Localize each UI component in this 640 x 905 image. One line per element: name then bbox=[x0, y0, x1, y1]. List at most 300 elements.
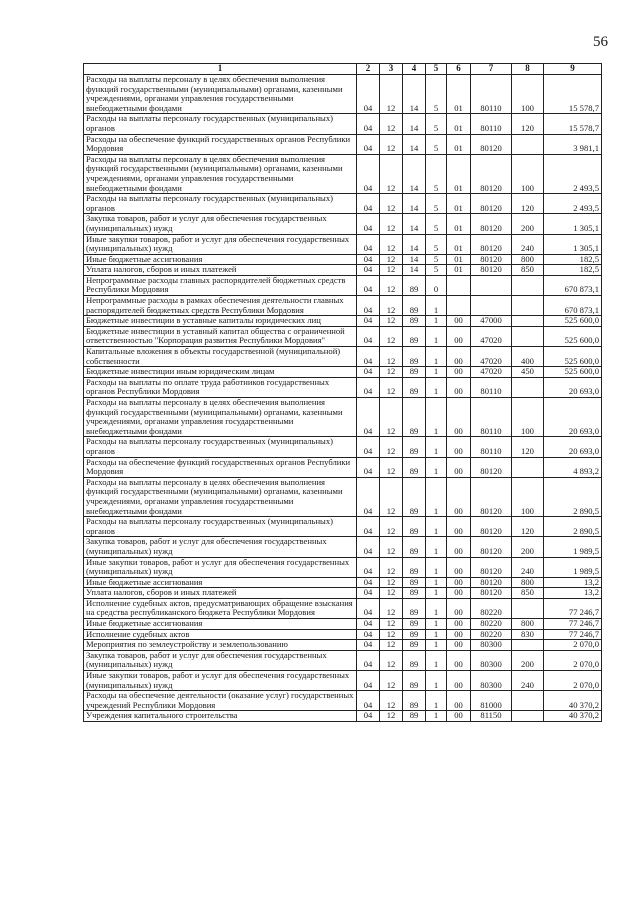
code-expense-type: 240 bbox=[512, 557, 544, 577]
table-row bbox=[84, 598, 602, 618]
column-header: 9 bbox=[544, 64, 602, 75]
column-header: 4 bbox=[403, 64, 426, 75]
code-subprogram: 1 bbox=[426, 296, 447, 316]
code-event: 00 bbox=[447, 671, 471, 691]
code-expense-type: 200 bbox=[512, 537, 544, 557]
code-program: 14 bbox=[403, 194, 426, 214]
code-subprogram: 1 bbox=[426, 477, 447, 516]
code-direction: 80110 bbox=[471, 377, 512, 397]
code-direction: 80110 bbox=[471, 75, 512, 114]
code-program: 89 bbox=[403, 377, 426, 397]
code-subsection: 12 bbox=[380, 194, 403, 214]
table-row bbox=[84, 114, 602, 134]
code-direction: 80220 bbox=[471, 598, 512, 618]
code-subprogram: 5 bbox=[426, 114, 447, 134]
code-subprogram: 1 bbox=[426, 629, 447, 640]
code-program: 14 bbox=[403, 154, 426, 193]
code-direction: 80120 bbox=[471, 457, 512, 477]
code-section: 04 bbox=[357, 347, 380, 367]
code-expense-type: 200 bbox=[512, 214, 544, 234]
code-program: 89 bbox=[403, 577, 426, 588]
code-program: 14 bbox=[403, 254, 426, 265]
table-row bbox=[84, 711, 602, 722]
table-row bbox=[84, 477, 602, 516]
row-name: Учреждения капитального строительства bbox=[84, 711, 357, 722]
column-header: 3 bbox=[380, 64, 403, 75]
row-name: Расходы на выплаты персоналу в целях обеспечения выполнения функций государственными (муниципальными) органами, казенными учреждениями, органами управления государственными внебюджетными фондами bbox=[84, 154, 357, 193]
table-row bbox=[84, 557, 602, 577]
row-name: Иные закупки товаров, работ и услуг для обеспечения государственных (муниципальных) нужд bbox=[84, 234, 357, 254]
table-row bbox=[84, 194, 602, 214]
code-section: 04 bbox=[357, 588, 380, 599]
code-subprogram: 1 bbox=[426, 377, 447, 397]
code-expense-type bbox=[512, 275, 544, 295]
code-event: 00 bbox=[447, 316, 471, 327]
table-row bbox=[84, 588, 602, 599]
code-subsection: 12 bbox=[380, 671, 403, 691]
code-event: 01 bbox=[447, 265, 471, 276]
code-direction: 80120 bbox=[471, 537, 512, 557]
row-name: Бюджетные инвестиции в уставные капиталы юридических лиц bbox=[84, 316, 357, 327]
row-name: Капитальные вложения в объекты государственной (муниципальной) собственности bbox=[84, 347, 357, 367]
code-section: 04 bbox=[357, 367, 380, 378]
code-subprogram: 5 bbox=[426, 254, 447, 265]
code-direction: 80120 bbox=[471, 577, 512, 588]
code-subprogram: 1 bbox=[426, 347, 447, 367]
code-expense-type: 100 bbox=[512, 75, 544, 114]
table-row bbox=[84, 377, 602, 397]
row-name: Закупка товаров, работ и услуг для обеспечения государственных (муниципальных) нужд bbox=[84, 650, 357, 670]
code-program: 89 bbox=[403, 326, 426, 346]
code-expense-type bbox=[512, 326, 544, 346]
amount: 15 578,7 bbox=[544, 114, 602, 134]
amount: 3 981,1 bbox=[544, 134, 602, 154]
code-direction: 80220 bbox=[471, 619, 512, 630]
code-expense-type bbox=[512, 377, 544, 397]
code-direction: 80220 bbox=[471, 629, 512, 640]
row-name: Закупка товаров, работ и услуг для обеспечения государственных (муниципальных) нужд bbox=[84, 537, 357, 557]
code-program: 89 bbox=[403, 691, 426, 711]
amount: 1 989,5 bbox=[544, 537, 602, 557]
code-program: 89 bbox=[403, 275, 426, 295]
code-section: 04 bbox=[357, 537, 380, 557]
code-event: 00 bbox=[447, 557, 471, 577]
code-program: 89 bbox=[403, 296, 426, 316]
code-direction: 47020 bbox=[471, 347, 512, 367]
code-subprogram: 5 bbox=[426, 154, 447, 193]
budget-table bbox=[83, 63, 602, 722]
code-expense-type bbox=[512, 598, 544, 618]
code-program: 89 bbox=[403, 640, 426, 651]
code-program: 89 bbox=[403, 398, 426, 437]
row-name: Уплата налогов, сборов и иных платежей bbox=[84, 265, 357, 276]
code-event: 00 bbox=[447, 598, 471, 618]
code-program: 89 bbox=[403, 437, 426, 457]
code-expense-type: 100 bbox=[512, 154, 544, 193]
code-direction: 80120 bbox=[471, 234, 512, 254]
code-section: 04 bbox=[357, 557, 380, 577]
code-subprogram: 1 bbox=[426, 577, 447, 588]
table-row bbox=[84, 517, 602, 537]
code-subprogram: 1 bbox=[426, 316, 447, 327]
code-subsection: 12 bbox=[380, 650, 403, 670]
code-section: 04 bbox=[357, 457, 380, 477]
table-row bbox=[84, 650, 602, 670]
row-name: Непрограммные расходы главных распорядителей бюджетных средств Республики Мордовия bbox=[84, 275, 357, 295]
code-event: 00 bbox=[447, 588, 471, 599]
table-row bbox=[84, 437, 602, 457]
amount: 77 246,7 bbox=[544, 629, 602, 640]
code-expense-type bbox=[512, 640, 544, 651]
table-row bbox=[84, 640, 602, 651]
row-name: Иные бюджетные ассигнования bbox=[84, 577, 357, 588]
code-direction: 80120 bbox=[471, 134, 512, 154]
code-event: 01 bbox=[447, 114, 471, 134]
amount: 525 600,0 bbox=[544, 316, 602, 327]
code-event: 00 bbox=[447, 619, 471, 630]
amount: 2 493,5 bbox=[544, 154, 602, 193]
code-subsection: 12 bbox=[380, 347, 403, 367]
amount: 13,2 bbox=[544, 588, 602, 599]
row-name: Расходы на выплаты персоналу в целях обеспечения выполнения функций государственными (муниципальными) органами, казенными учреждениями, органами управления государственными внебюджетными фондами bbox=[84, 398, 357, 437]
amount: 1 305,1 bbox=[544, 214, 602, 234]
table-row bbox=[84, 234, 602, 254]
code-event bbox=[447, 296, 471, 316]
row-name: Иные закупки товаров, работ и услуг для обеспечения государственных (муниципальных) нужд bbox=[84, 671, 357, 691]
amount: 2 070,0 bbox=[544, 640, 602, 651]
table-row bbox=[84, 619, 602, 630]
amount: 77 246,7 bbox=[544, 619, 602, 630]
code-event: 01 bbox=[447, 154, 471, 193]
column-header: 2 bbox=[357, 64, 380, 75]
code-section: 04 bbox=[357, 598, 380, 618]
amount: 20 693,0 bbox=[544, 398, 602, 437]
amount: 20 693,0 bbox=[544, 437, 602, 457]
code-event: 00 bbox=[447, 477, 471, 516]
code-expense-type: 100 bbox=[512, 398, 544, 437]
code-section: 04 bbox=[357, 254, 380, 265]
code-event: 01 bbox=[447, 214, 471, 234]
code-direction: 80120 bbox=[471, 477, 512, 516]
code-expense-type bbox=[512, 457, 544, 477]
code-expense-type: 100 bbox=[512, 477, 544, 516]
column-header: 6 bbox=[447, 64, 471, 75]
code-section: 04 bbox=[357, 671, 380, 691]
amount: 20 693,0 bbox=[544, 377, 602, 397]
code-subsection: 12 bbox=[380, 598, 403, 618]
table-row bbox=[84, 214, 602, 234]
table-row bbox=[84, 275, 602, 295]
table-row bbox=[84, 671, 602, 691]
code-subsection: 12 bbox=[380, 114, 403, 134]
code-program: 89 bbox=[403, 477, 426, 516]
row-name: Расходы на обеспечение функций государственных органов Республики Мордовия bbox=[84, 134, 357, 154]
code-expense-type bbox=[512, 134, 544, 154]
code-event: 00 bbox=[447, 577, 471, 588]
code-section: 04 bbox=[357, 316, 380, 327]
code-section: 04 bbox=[357, 265, 380, 276]
code-expense-type: 800 bbox=[512, 577, 544, 588]
budget-sheet bbox=[83, 63, 601, 722]
amount: 2 890,5 bbox=[544, 477, 602, 516]
code-subprogram: 1 bbox=[426, 650, 447, 670]
code-section: 04 bbox=[357, 75, 380, 114]
amount: 670 873,1 bbox=[544, 296, 602, 316]
code-direction: 80120 bbox=[471, 154, 512, 193]
code-event: 01 bbox=[447, 75, 471, 114]
code-event: 00 bbox=[447, 326, 471, 346]
code-subprogram: 1 bbox=[426, 537, 447, 557]
code-subsection: 12 bbox=[380, 326, 403, 346]
code-subsection: 12 bbox=[380, 265, 403, 276]
row-name: Расходы на выплаты персоналу государственных (муниципальных) органов bbox=[84, 194, 357, 214]
row-name: Закупка товаров, работ и услуг для обеспечения государственных (муниципальных) нужд bbox=[84, 214, 357, 234]
code-section: 04 bbox=[357, 134, 380, 154]
table-row bbox=[84, 367, 602, 378]
code-subsection: 12 bbox=[380, 537, 403, 557]
code-subprogram: 1 bbox=[426, 691, 447, 711]
code-direction: 80120 bbox=[471, 557, 512, 577]
amount: 2 890,5 bbox=[544, 517, 602, 537]
code-direction: 80110 bbox=[471, 114, 512, 134]
code-subprogram: 1 bbox=[426, 557, 447, 577]
code-direction bbox=[471, 275, 512, 295]
code-event: 01 bbox=[447, 194, 471, 214]
code-section: 04 bbox=[357, 640, 380, 651]
code-subsection: 12 bbox=[380, 214, 403, 234]
code-expense-type: 120 bbox=[512, 194, 544, 214]
code-expense-type: 120 bbox=[512, 517, 544, 537]
column-header: 7 bbox=[471, 64, 512, 75]
code-event: 00 bbox=[447, 711, 471, 722]
code-program: 89 bbox=[403, 619, 426, 630]
row-name: Расходы на выплаты персоналу в целях обеспечения выполнения функций государственными (муниципальными) органами, казенными учреждениями, органами управления государственными внебюджетными фондами bbox=[84, 477, 357, 516]
table-row bbox=[84, 316, 602, 327]
code-direction: 80120 bbox=[471, 214, 512, 234]
row-name: Непрограммные расходы в рамках обеспечения деятельности главных распорядителей бюджетных средств Республики Мордовия bbox=[84, 296, 357, 316]
code-expense-type bbox=[512, 711, 544, 722]
code-subprogram: 0 bbox=[426, 275, 447, 295]
table-row bbox=[84, 577, 602, 588]
row-name: Расходы на выплаты персоналу государственных (муниципальных) органов bbox=[84, 437, 357, 457]
code-program: 14 bbox=[403, 75, 426, 114]
code-section: 04 bbox=[357, 650, 380, 670]
code-program: 89 bbox=[403, 650, 426, 670]
code-program: 89 bbox=[403, 557, 426, 577]
code-event: 01 bbox=[447, 134, 471, 154]
code-event: 00 bbox=[447, 457, 471, 477]
code-subprogram: 1 bbox=[426, 517, 447, 537]
code-subprogram: 1 bbox=[426, 588, 447, 599]
code-event: 00 bbox=[447, 437, 471, 457]
code-expense-type: 400 bbox=[512, 347, 544, 367]
code-expense-type: 240 bbox=[512, 671, 544, 691]
code-section: 04 bbox=[357, 154, 380, 193]
code-expense-type bbox=[512, 296, 544, 316]
table-row bbox=[84, 691, 602, 711]
code-expense-type: 450 bbox=[512, 367, 544, 378]
code-section: 04 bbox=[357, 577, 380, 588]
amount: 2 070,0 bbox=[544, 671, 602, 691]
row-name: Расходы на обеспечение функций государственных органов Республики Мордовия bbox=[84, 457, 357, 477]
code-section: 04 bbox=[357, 114, 380, 134]
code-event: 00 bbox=[447, 377, 471, 397]
code-subsection: 12 bbox=[380, 398, 403, 437]
code-direction: 47000 bbox=[471, 316, 512, 327]
column-header: 1 bbox=[84, 64, 357, 75]
table-header-row bbox=[84, 64, 602, 75]
code-subsection: 12 bbox=[380, 477, 403, 516]
code-program: 89 bbox=[403, 347, 426, 367]
page-number: 56 bbox=[593, 34, 608, 50]
code-expense-type bbox=[512, 691, 544, 711]
code-section: 04 bbox=[357, 619, 380, 630]
code-subsection: 12 bbox=[380, 275, 403, 295]
code-program: 14 bbox=[403, 114, 426, 134]
code-direction: 47020 bbox=[471, 367, 512, 378]
code-subsection: 12 bbox=[380, 588, 403, 599]
row-name: Бюджетные инвестиции в уставный капитал общества с ограниченной ответственностью "Корпорация развития Республики Мордовия" bbox=[84, 326, 357, 346]
amount: 182,5 bbox=[544, 254, 602, 265]
code-subprogram: 1 bbox=[426, 398, 447, 437]
code-section: 04 bbox=[357, 477, 380, 516]
code-section: 04 bbox=[357, 326, 380, 346]
code-program: 89 bbox=[403, 598, 426, 618]
table-row bbox=[84, 75, 602, 114]
code-direction: 80120 bbox=[471, 254, 512, 265]
code-subprogram: 1 bbox=[426, 367, 447, 378]
amount: 40 370,2 bbox=[544, 691, 602, 711]
code-expense-type: 200 bbox=[512, 650, 544, 670]
code-subsection: 12 bbox=[380, 296, 403, 316]
code-subsection: 12 bbox=[380, 367, 403, 378]
code-subsection: 12 bbox=[380, 154, 403, 193]
code-program: 14 bbox=[403, 234, 426, 254]
code-subsection: 12 bbox=[380, 711, 403, 722]
code-expense-type: 800 bbox=[512, 254, 544, 265]
table-row bbox=[84, 154, 602, 193]
code-direction: 47020 bbox=[471, 326, 512, 346]
code-section: 04 bbox=[357, 711, 380, 722]
code-event: 00 bbox=[447, 650, 471, 670]
row-name: Расходы на выплаты персоналу государственных (муниципальных) органов bbox=[84, 114, 357, 134]
code-subsection: 12 bbox=[380, 629, 403, 640]
amount: 525 600,0 bbox=[544, 326, 602, 346]
code-subprogram: 1 bbox=[426, 711, 447, 722]
code-subprogram: 1 bbox=[426, 326, 447, 346]
row-name: Иные бюджетные ассигнования bbox=[84, 254, 357, 265]
row-name: Уплата налогов, сборов и иных платежей bbox=[84, 588, 357, 599]
code-direction: 81000 bbox=[471, 691, 512, 711]
code-subsection: 12 bbox=[380, 316, 403, 327]
code-subprogram: 1 bbox=[426, 619, 447, 630]
code-subsection: 12 bbox=[380, 437, 403, 457]
code-subprogram: 5 bbox=[426, 75, 447, 114]
row-name: Расходы на выплаты по оплате труда работников государственных органов Республики Мордовия bbox=[84, 377, 357, 397]
code-expense-type: 850 bbox=[512, 265, 544, 276]
code-event bbox=[447, 275, 471, 295]
code-event: 01 bbox=[447, 254, 471, 265]
table-row bbox=[84, 629, 602, 640]
amount: 182,5 bbox=[544, 265, 602, 276]
table-row bbox=[84, 254, 602, 265]
row-name: Расходы на обеспечение деятельности (оказание услуг) государственных учреждений Республики Мордовия bbox=[84, 691, 357, 711]
code-program: 89 bbox=[403, 588, 426, 599]
code-direction: 81150 bbox=[471, 711, 512, 722]
code-program: 89 bbox=[403, 457, 426, 477]
code-subprogram: 5 bbox=[426, 194, 447, 214]
code-event: 00 bbox=[447, 537, 471, 557]
row-name: Мероприятия по землеустройству и землепользованию bbox=[84, 640, 357, 651]
code-expense-type bbox=[512, 316, 544, 327]
row-name: Бюджетные инвестиции иным юридическим лицам bbox=[84, 367, 357, 378]
code-subprogram: 1 bbox=[426, 437, 447, 457]
code-direction: 80120 bbox=[471, 588, 512, 599]
row-name: Иные закупки товаров, работ и услуг для обеспечения государственных (муниципальных) нужд bbox=[84, 557, 357, 577]
code-program: 89 bbox=[403, 629, 426, 640]
code-event: 00 bbox=[447, 347, 471, 367]
code-program: 14 bbox=[403, 214, 426, 234]
amount: 1 989,5 bbox=[544, 557, 602, 577]
code-event: 01 bbox=[447, 234, 471, 254]
code-subsection: 12 bbox=[380, 234, 403, 254]
code-subsection: 12 bbox=[380, 640, 403, 651]
amount: 670 873,1 bbox=[544, 275, 602, 295]
code-expense-type: 120 bbox=[512, 114, 544, 134]
code-subprogram: 5 bbox=[426, 214, 447, 234]
code-direction: 80110 bbox=[471, 437, 512, 457]
code-subprogram: 1 bbox=[426, 640, 447, 651]
code-section: 04 bbox=[357, 377, 380, 397]
code-program: 89 bbox=[403, 671, 426, 691]
code-direction: 80300 bbox=[471, 671, 512, 691]
code-subsection: 12 bbox=[380, 134, 403, 154]
code-section: 04 bbox=[357, 398, 380, 437]
code-direction: 80110 bbox=[471, 398, 512, 437]
code-subsection: 12 bbox=[380, 517, 403, 537]
code-subsection: 12 bbox=[380, 577, 403, 588]
code-event: 00 bbox=[447, 640, 471, 651]
amount: 525 600,0 bbox=[544, 367, 602, 378]
code-expense-type: 800 bbox=[512, 619, 544, 630]
code-program: 89 bbox=[403, 711, 426, 722]
code-program: 89 bbox=[403, 367, 426, 378]
column-header: 8 bbox=[512, 64, 544, 75]
code-section: 04 bbox=[357, 214, 380, 234]
code-section: 04 bbox=[357, 437, 380, 457]
row-name: Расходы на выплаты персоналу государственных (муниципальных) органов bbox=[84, 517, 357, 537]
row-name: Исполнение судебных актов, предусматривающих обращение взыскания на средства республиканского бюджета Республики Мордовия bbox=[84, 598, 357, 618]
code-direction: 80120 bbox=[471, 265, 512, 276]
code-direction bbox=[471, 296, 512, 316]
code-section: 04 bbox=[357, 234, 380, 254]
code-subprogram: 1 bbox=[426, 671, 447, 691]
code-direction: 80120 bbox=[471, 194, 512, 214]
table-row bbox=[84, 347, 602, 367]
row-name: Исполнение судебных актов bbox=[84, 629, 357, 640]
row-name: Расходы на выплаты персоналу в целях обеспечения выполнения функций государственными (муниципальными) органами, казенными учреждениями, органами управления государственными внебюджетными фондами bbox=[84, 75, 357, 114]
code-subprogram: 1 bbox=[426, 457, 447, 477]
code-event: 00 bbox=[447, 691, 471, 711]
amount: 2 493,5 bbox=[544, 194, 602, 214]
code-event: 00 bbox=[447, 367, 471, 378]
table-row bbox=[84, 398, 602, 437]
code-subsection: 12 bbox=[380, 377, 403, 397]
table-row bbox=[84, 537, 602, 557]
code-program: 89 bbox=[403, 537, 426, 557]
amount: 40 370,2 bbox=[544, 711, 602, 722]
table-row bbox=[84, 457, 602, 477]
